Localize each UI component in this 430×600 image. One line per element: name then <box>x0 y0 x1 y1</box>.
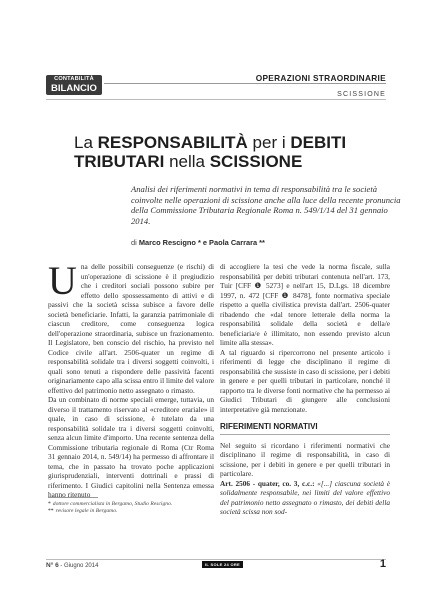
paragraph: Nel seguito si ricordano i riferimenti normativi che disciplinano il regime di responsabilità, in caso di scissione, per i debiti in genere e per quelli tributari in particolare. <box>220 440 390 478</box>
paragraph <box>48 258 214 395</box>
title-part: SCISSIONE <box>209 152 303 171</box>
footnote-text: revisore legale in Bergamo. <box>55 508 118 514</box>
publisher-logo: IL SOLE 24 ORE <box>202 561 243 568</box>
footnote <box>48 508 218 515</box>
footnotes <box>48 501 218 515</box>
footnote-text: dottore commercialista in Bergamo, Studio Rescigno. <box>52 501 173 507</box>
right-column <box>220 262 390 517</box>
article-authors <box>131 238 265 247</box>
section-rule <box>220 434 390 435</box>
title-part: La <box>74 133 98 152</box>
footnote-rule <box>48 497 98 498</box>
header-rubric <box>256 73 386 98</box>
title-part: TRIBUTARI <box>74 152 165 171</box>
paragraph: Da un combinato di norme speciali emerge, tuttavia, un diverso il trattamento riservato al «creditore erariale» il quale, in caso di scissione, è tutelato da una responsabilità solidale tra i diversi soggetti coinvolti, senza alcun limite d'importo. Una recente sentenza della Commissione tributaria regionale di Roma (Ctr Roma 31 gennaio 2014, n. 549/14) ha permesso di affrontare il tema, che in passato ha trovato poche applicazioni giurisprudenziali, interventi dottrinali e prassi di riferimento. I Giudici capitolini nella Sentenza emessa hanno ritenuto <box>48 395 214 499</box>
article-reference: Art. 2506 - quater, co. 3, c.c.: <box>220 478 315 488</box>
article-abstract: Analisi dei riferimenti normativi in tema di responsabilità tra le società coinvolte nelle operazioni di scissione anche alla luce della recente pronuncia della Commissione Tributaria Regionale Roma n. 549/1/14 del 31 gennaio 2014. <box>131 184 401 226</box>
issue-info <box>46 562 98 569</box>
title-part: per i <box>247 133 291 152</box>
issue-number: N° 6 <box>46 562 59 569</box>
rubric-subtitle: SCISSIONE <box>337 91 386 98</box>
page-number: 1 <box>379 558 386 570</box>
paragraph: A tal riguardo si ripercorrono nel presente articolo i riferimenti di legge che disciplinano il regime di responsabilità che sussiste in caso di scissione, per i debiti in genere e per quelli tributari in particolare, nonché il rapporto tra le diverse fonti normative che ha permesso ai Giudici Tributari di giungere alle conclusioni interpretative già menzionate. <box>220 347 390 414</box>
logo-line2: BILANCIO <box>51 82 97 94</box>
section-heading: RIFERIMENTI NORMATIVI <box>220 422 318 431</box>
footer-rule <box>46 559 386 560</box>
left-column <box>48 258 214 500</box>
paragraph-text: na delle possibili conseguenze (e rischi) di un'operazione di scissione è il pregiudizio che i creditori sociali possono subire per effetto dello spossessamento di attivi e di passivi che la società scissa subisce a favore delle società beneficiarie. Infatti, la garanzia patrimoniale di ciascun creditore, come conseguenza logica dell'operazione straordinaria, subisce un frazionamento. Il Legislatore, ben conscio del rischio, ha previsto nel Codice civile all'art. 2506-quater un regime di responsabilità solidale tra i diversi soggetti coinvolti, i quali sono tenuti a rispondere delle passività facenti originariamente capo alla scissa entro il limite del valore effettivo del patrimonio netto assegnato o rimasto. <box>48 262 214 395</box>
paragraph: di accogliere la tesi che vede la norma fiscale, sulla responsabilità per debiti tributari contenuta nell'art. 173, Tuir [CFF ❶ 5273] e nell'art 15, D.Lgs. 18 dicembre 1997, n. 472 [CFF ❶ 8478], fonte normativa speciale rispetto a quella civilistica prevista dall'art. 2506-quater ribadendo che «dal tenore letterale della norma la responsabilità solidale della società e della/e beneficiaria/e è illimitato, non essendo previsto alcun limite alla stessa». <box>220 262 390 347</box>
header-rule-lower <box>46 99 386 100</box>
drop-cap: U <box>48 258 77 303</box>
authors-prefix: di <box>131 238 139 247</box>
quote-text: «[...] ciascuna società è solidalmente responsabile, nei limiti del valore effettivo del patrimonio netto assegnato o rimasto, dei debiti della società scissa non sod- <box>220 478 390 516</box>
logo-line1: CONTABILITÀ <box>54 76 94 82</box>
title-part: RESPONSABILITÀ <box>97 133 248 152</box>
title-part: DEBITI <box>290 133 347 152</box>
rubric-title: OPERAZIONI STRAORDINARIE <box>255 73 386 83</box>
title-part: nella <box>164 152 210 171</box>
issue-date: - Giugno 2014 <box>58 563 99 569</box>
article-title <box>74 133 394 171</box>
section-logo <box>46 75 102 95</box>
authors-names: Marco Rescigno * e Paola Carrara ** <box>138 238 265 247</box>
paragraph <box>220 479 390 517</box>
footnote <box>48 501 218 508</box>
footnote-mark: * <box>48 501 51 507</box>
footnote-mark: ** <box>48 508 54 514</box>
